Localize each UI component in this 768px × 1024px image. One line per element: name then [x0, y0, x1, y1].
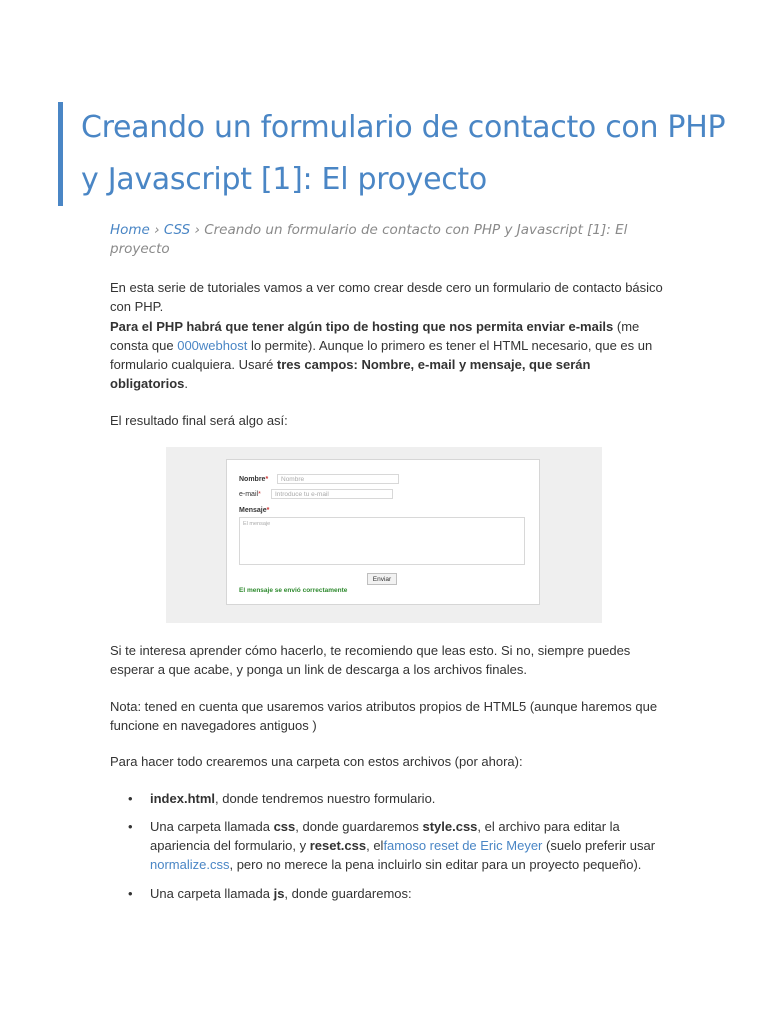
list-item-text: , donde tendremos nuestro formulario.	[215, 790, 436, 806]
list-item-bold: css	[273, 818, 296, 834]
success-message-preview: El mensaje se envió correctamente	[239, 587, 348, 595]
list-item-bold: js	[273, 885, 285, 901]
breadcrumb-home-link[interactable]: Home	[110, 222, 150, 238]
list-item-text: , el archivo para editar la apariencia del formulario, y	[150, 818, 620, 854]
intro-line: En esta serie de tutoriales vamos a ver como crear desde cero un formulario de contacto básico con PHP.	[110, 280, 663, 315]
page-title: Creando un formulario de contacto con PHP y Javascript [1]: El proyecto	[81, 110, 726, 197]
form-preview-box	[226, 459, 540, 605]
mensaje-label: Mensaje*	[239, 507, 270, 515]
result-paragraph: El resultado final será algo así:	[110, 412, 288, 428]
bullet-icon: •	[128, 818, 133, 834]
list-item-bold: index.html	[150, 790, 216, 806]
intro-paragraph	[110, 278, 666, 394]
breadcrumb-css-link[interactable]: CSS	[163, 222, 191, 238]
carpeta-paragraph: Para hacer todo crearemos una carpeta con estos archivos (por ahora):	[110, 754, 523, 770]
mensaje-textarea-preview: El mensaje	[239, 517, 525, 565]
nombre-input-preview: Nombre	[277, 474, 399, 484]
intro-text: lo permite). Aunque lo primero es tener el HTML necesario, que es un formulario cualquiera. Usaré	[110, 337, 653, 373]
intro-text: .	[184, 376, 189, 392]
bullet-icon: •	[128, 885, 133, 901]
list-item	[110, 817, 666, 875]
email-label: e-mail*	[239, 491, 261, 499]
nota-paragraph: Nota: tened en cuenta que usaremos varios atributos propios de HTML5 (aunque haremos que funcione en navegadores antiguos )	[110, 698, 658, 733]
list-item-text: , el	[366, 838, 384, 854]
breadcrumb-separator: ›	[190, 222, 205, 238]
intro-bold-hosting: Para el PHP habrá que tener algún tipo de hosting que nos permita enviar e-mails	[110, 318, 614, 334]
enviar-button-preview: Enviar	[367, 573, 397, 585]
list-item-text: Una carpeta llamada	[150, 885, 274, 901]
list-item-text: , pero no merece la pena incluirlo sin editar para un proyecto pequeño).	[229, 857, 642, 873]
form-preview-image	[166, 447, 602, 623]
list-item-bold: reset.css	[309, 838, 367, 854]
article-body	[110, 278, 666, 912]
email-input-preview: Introduce tu e-mail	[271, 489, 393, 499]
normalize-css-link[interactable]: normalize.css	[150, 857, 230, 873]
intro-text: (me consta que	[110, 318, 640, 353]
list-item-bold: style.css	[422, 818, 478, 834]
list-item	[110, 789, 666, 808]
breadcrumb-current: Creando un formulario de contacto con PHP y Javascript [1]: El proyecto	[110, 222, 628, 257]
intro-bold-fields: tres campos: Nombre, e-mail y mensaje, que serán obligatorios	[110, 357, 591, 392]
list-item-text: (suelo preferir usar	[542, 838, 656, 854]
file-list	[110, 789, 666, 903]
interesa-paragraph: Si te interesa aprender cómo hacerlo, te recomiendo que leas esto. Si no, siempre puedes esperar a que acabe, y ponga un link de descarga a los archivos finales.	[110, 643, 631, 678]
breadcrumb	[110, 221, 670, 259]
breadcrumb-separator: ›	[149, 222, 164, 238]
list-item-text: , donde guardaremos:	[284, 885, 412, 901]
webhost-link[interactable]: 000webhost	[177, 337, 248, 353]
bullet-icon: •	[128, 790, 133, 806]
title-block	[58, 102, 741, 206]
list-item-text: Una carpeta llamada	[150, 818, 274, 834]
list-item	[110, 884, 666, 903]
nombre-label: Nombre*	[239, 476, 269, 484]
eric-meyer-reset-link[interactable]: famoso reset de Eric Meyer	[383, 838, 543, 854]
list-item-text: , donde guardaremos	[295, 818, 423, 834]
